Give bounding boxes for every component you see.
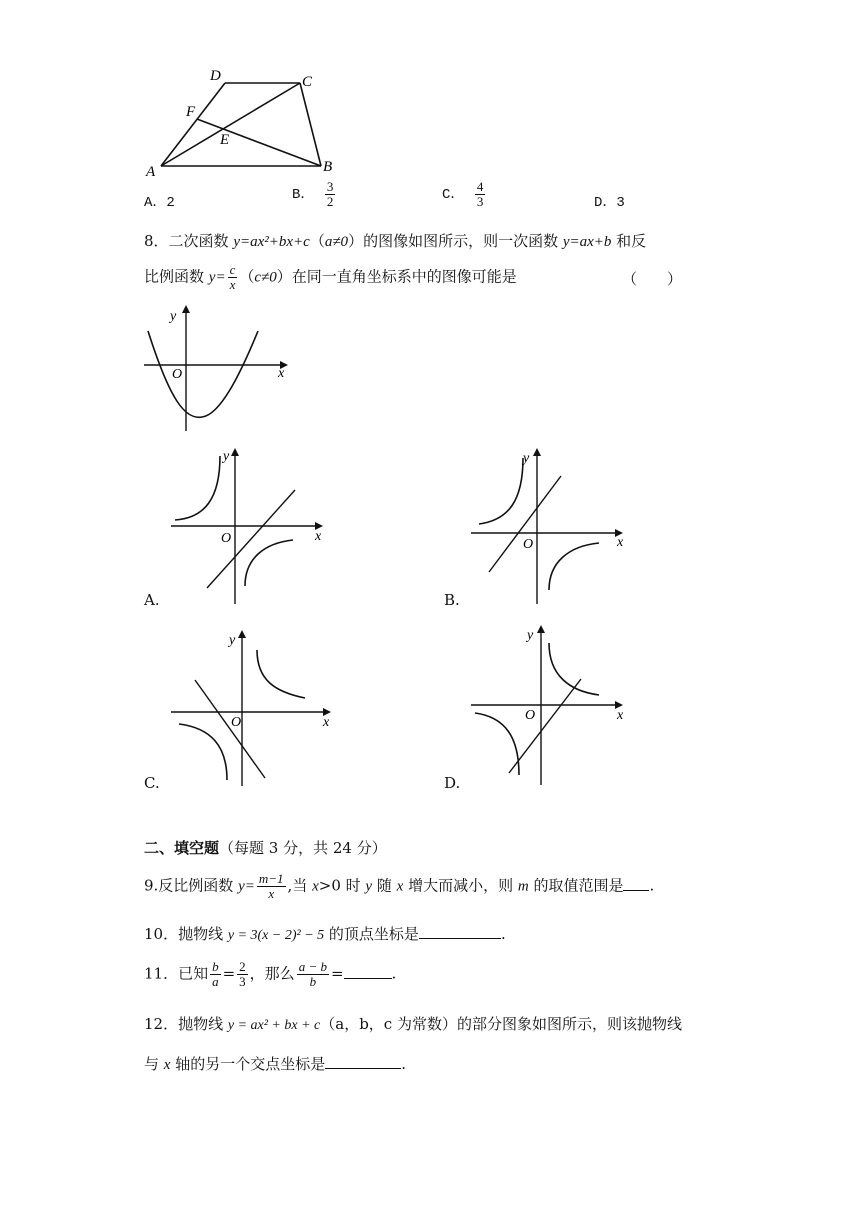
q7-option-c-prefix: C． [442,187,465,204]
q12-text: 与 [144,1055,164,1073]
q8-axis-x-label: x [278,366,285,381]
q9-text: 9.反比例函数 [144,876,239,895]
q8-option-b-axis-y: y [523,451,530,466]
q7-label-e: E [220,132,230,148]
q8-text: 比例函数 [144,267,209,286]
q9-text: 随 [372,876,397,895]
q8-option-d-origin: O [525,708,536,723]
q9-text: ,当 [287,876,313,895]
q9-yvar: y [365,878,373,895]
q8-option-b-label: B. [444,591,460,609]
q8-y: y= [208,269,226,286]
q8-option-a-axis-x: x [315,529,322,544]
q8-fraction [228,263,238,292]
q11-fraction-3-den: b [309,974,317,989]
q7-option-b-fraction [325,180,336,209]
q11-end: . [391,964,397,983]
q10-text: 10．抛物线 [144,925,228,943]
q8-text: （ [309,232,325,250]
q9-x2: x [396,878,404,895]
q9-m: m [517,878,529,895]
q8-option-b-axis-x: x [617,535,624,550]
q11-fraction-1-num: b [212,959,219,974]
q8-option-d-axis-y: y [527,628,534,643]
q8-option-a-axis-y: y [223,449,230,464]
q7-option-b-den: 2 [326,194,334,209]
q8-option-d-label: D. [444,774,461,792]
q12-text: 12．抛物线 [144,1015,228,1033]
q7-option-b-prefix: B． [292,187,315,204]
section-2-note: （每题 3 分，共 24 分） [219,839,387,857]
q12-end: . [401,1055,407,1073]
q12-x: x [163,1057,171,1073]
q8-linear: y=ax+b [562,234,612,250]
q7-option-c-den: 3 [476,194,484,209]
q9-x: x [312,878,319,895]
q9-fraction-den: x [268,886,275,901]
q9-fraction-num: m−1 [258,871,284,886]
q9-text: >0 时 [318,876,366,895]
q12-answer-blank[interactable] [325,1052,401,1069]
q7-trapezoid-figure [140,62,340,180]
q8-option-c-axis-y: y [229,633,236,648]
q11-fraction-2-den: 3 [239,974,246,989]
q10-text: 的顶点坐标是 [324,925,419,943]
q11-text: ，那么 [249,964,295,983]
q9-y: y= [238,878,255,895]
q8-text: （ [239,267,255,286]
q9-fraction [257,872,286,901]
q8-answer-paren: （ ） [622,270,683,288]
q8-option-b-graph [465,448,630,608]
q7-option-c-num: 4 [476,179,484,194]
q11-equals-2: = [330,964,344,983]
q11-fraction-2-num: 2 [239,959,246,974]
q8-option-c-label: C. [144,774,160,792]
q7-label-b: B [323,159,333,175]
q8-text: 和反 [611,232,647,250]
q8-text: ）的图像如图所示，则一次函数 [348,232,563,250]
q7-option-d: D．3 [594,195,625,211]
q7-label-d: D [210,68,221,84]
q8-axis-y-label: y [170,309,177,324]
q8-option-c-axis-x: x [323,715,330,730]
q7-option-b [292,180,337,209]
q9-line [144,872,654,901]
q11-fraction-3-num: a − b [298,959,327,974]
q8-condition-c: c≠0 [254,269,277,286]
q8-line-1 [144,230,646,253]
q7-option-c-fraction [475,180,486,209]
q7-label-a: A [146,164,156,180]
q7-option-b-num: 3 [326,179,334,194]
q11-line [144,960,396,989]
q11-answer-blank[interactable] [344,962,392,979]
q10-line [144,922,506,947]
q8-text: ）在同一直角坐标系中的图像可能是 [276,267,517,286]
q12-line-2 [144,1052,406,1076]
q8-quadratic: y=ax²+bx+c [233,234,310,250]
q8-option-c-graph [165,630,335,790]
q10-expression: y = 3(x − 2)² − 5 [227,928,325,943]
q12-expression: y = ax² + bx + c [227,1018,321,1033]
q11-fraction-1-den: a [212,974,219,989]
q8-fraction-den: x [229,277,236,292]
q7-label-c: C [302,74,313,90]
q12-text: （a，b，c 为常数）的部分图象如图所示，则该抛物线 [320,1015,682,1033]
q8-option-d-graph [465,625,635,790]
q8-option-d-axis-x: x [617,708,624,723]
q7-label-f: F [186,104,196,120]
q8-condition-a: a≠0 [324,234,349,250]
q8-line-2 [144,263,517,292]
q7-option-a: A．2 [144,195,175,211]
q9-end: . [649,876,655,895]
q9-text: 增大而减小，则 [403,876,518,895]
q11-fraction-2 [237,960,248,989]
q8-option-a-origin: O [221,531,232,546]
q8-option-a-graph [165,448,330,608]
q11-fraction-3 [297,960,329,989]
q8-text: 8．二次函数 [144,232,234,250]
q11-text: 11．已知 [144,964,209,983]
q9-answer-blank[interactable] [623,874,649,891]
q9-text: 的取值范围是 [528,876,624,895]
section-2-heading [144,837,387,859]
section-2-title: 二、填空题 [144,839,220,857]
q8-fraction-num: c [229,262,236,277]
q10-answer-blank[interactable] [419,922,501,939]
q8-parabola-graph [140,305,300,435]
q8-option-a-label: A. [144,591,160,609]
q7-option-c [442,180,487,209]
q11-equals: = [222,964,236,983]
q8-origin-label: O [172,367,183,382]
q8-option-b-origin: O [523,537,534,552]
q8-option-c-origin: O [231,715,242,730]
q12-line-1 [144,1013,682,1037]
q11-fraction-1 [210,960,221,989]
q10-end: . [500,925,506,943]
q12-text: 轴的另一个交点坐标是 [170,1055,326,1073]
